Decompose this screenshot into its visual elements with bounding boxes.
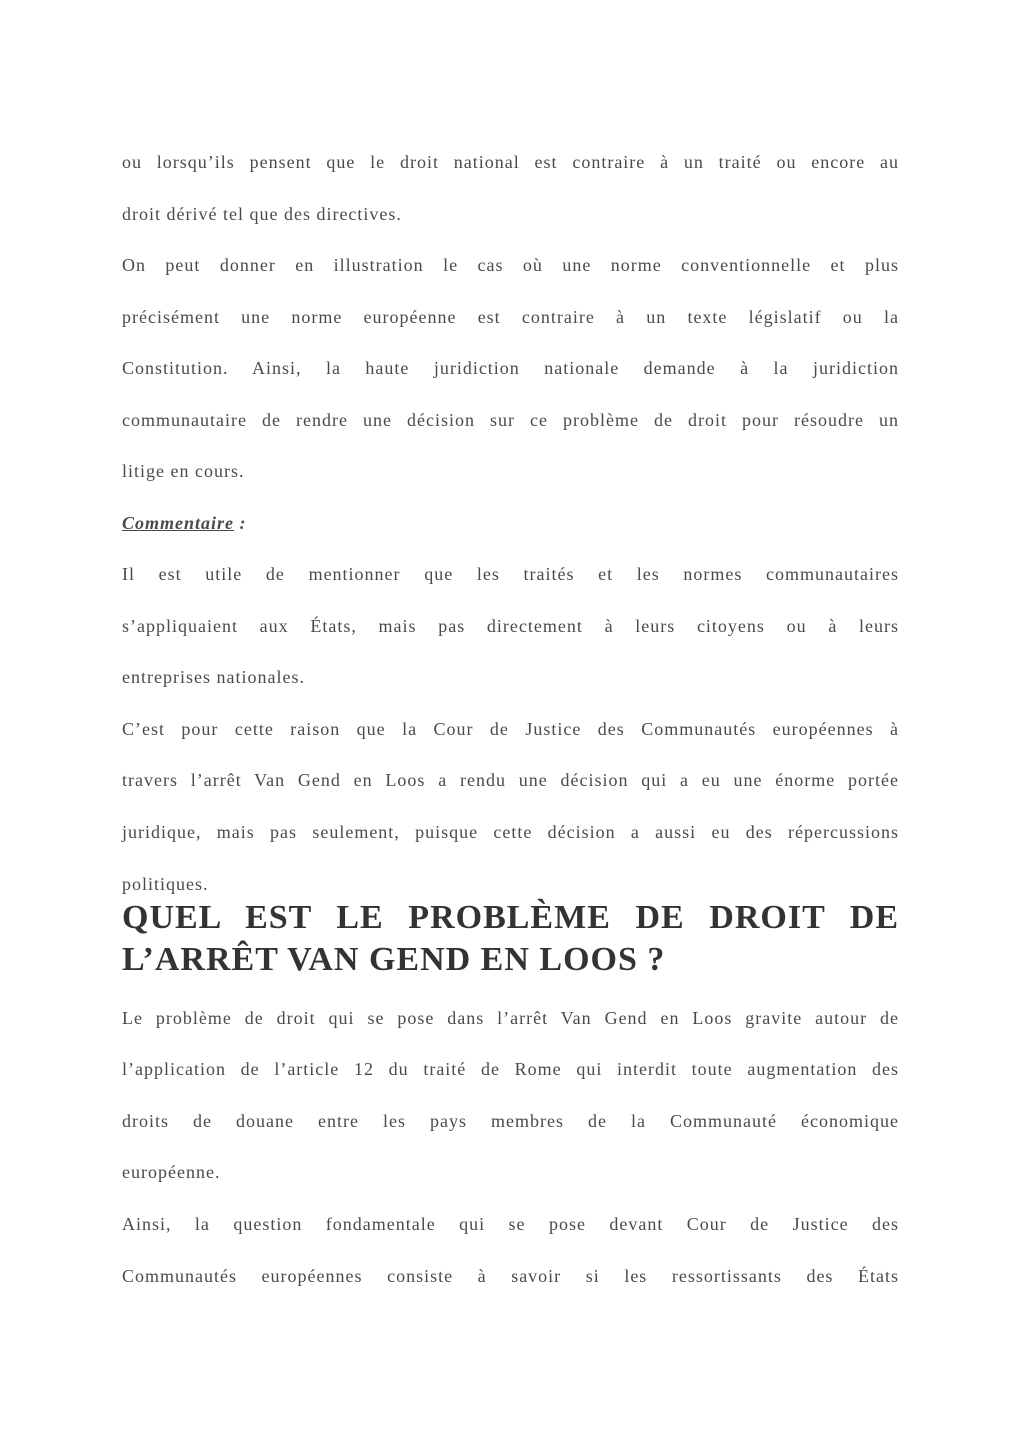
paragraph-2-line-2: précisément une norme européenne est contraire à un texte législatif ou la [122,307,899,327]
paragraph-2-line-5: litige en cours. [122,461,245,481]
paragraph-5-line-3: droits de douane entre les pays membres de la Communauté économique [122,1111,899,1131]
section-heading-line-2: L’ARRÊT VAN GEND EN LOOS ? [122,941,666,978]
paragraph-6-line-2: Communautés européennes consiste à savoir si les ressortissants des États [122,1266,899,1286]
paragraph-1-line-2: droit dérivé tel que des directives. [122,204,402,224]
comment-label: Commentaire [122,513,235,533]
paragraph-4-line-2: travers l’arrêt Van Gend en Loos a rendu une décision qui a eu une énorme portée [122,770,899,790]
section-heading-line-1: QUEL EST LE PROBLÈME DE DROIT DE [122,899,899,936]
paragraph-3-line-2: s’appliquaient aux États, mais pas directement à leurs citoyens ou à leurs [122,616,899,636]
paragraph-3-line-1: Il est utile de mentionner que les traités et les normes communautaires [122,564,899,584]
paragraph-2-line-3: Constitution. Ainsi, la haute juridiction nationale demande à la juridiction [122,358,899,378]
paragraph-4-line-3: juridique, mais pas seulement, puisque cette décision a aussi eu des répercussions [122,822,899,842]
comment-heading [122,512,899,534]
paragraph-6-line-1: Ainsi, la question fondamentale qui se pose devant Cour de Justice des [122,1214,899,1234]
paragraph-3-line-3: entreprises nationales. [122,667,305,687]
paragraph-2-line-4: communautaire de rendre une décision sur ce problème de droit pour résoudre un [122,410,899,430]
paragraph-5-line-4: européenne. [122,1162,221,1182]
paragraph-5-line-2: l’application de l’article 12 du traité de Rome qui interdit toute augmentation des [122,1059,899,1079]
paragraph-2-line-1: On peut donner en illustration le cas où une norme conventionnelle et plus [122,255,899,275]
paragraph-1-line-1: ou lorsqu’ils pensent que le droit national est contraire à un traité ou encore au [122,152,899,172]
comment-colon: : [234,513,247,533]
paragraph-5-line-1: Le problème de droit qui se pose dans l’arrêt Van Gend en Loos gravite autour de [122,1008,899,1028]
paragraph-4-line-4: politiques. [122,874,209,894]
document-page [122,0,899,1448]
paragraph-4-line-1: C’est pour cette raison que la Cour de Justice des Communautés européennes à [122,719,899,739]
